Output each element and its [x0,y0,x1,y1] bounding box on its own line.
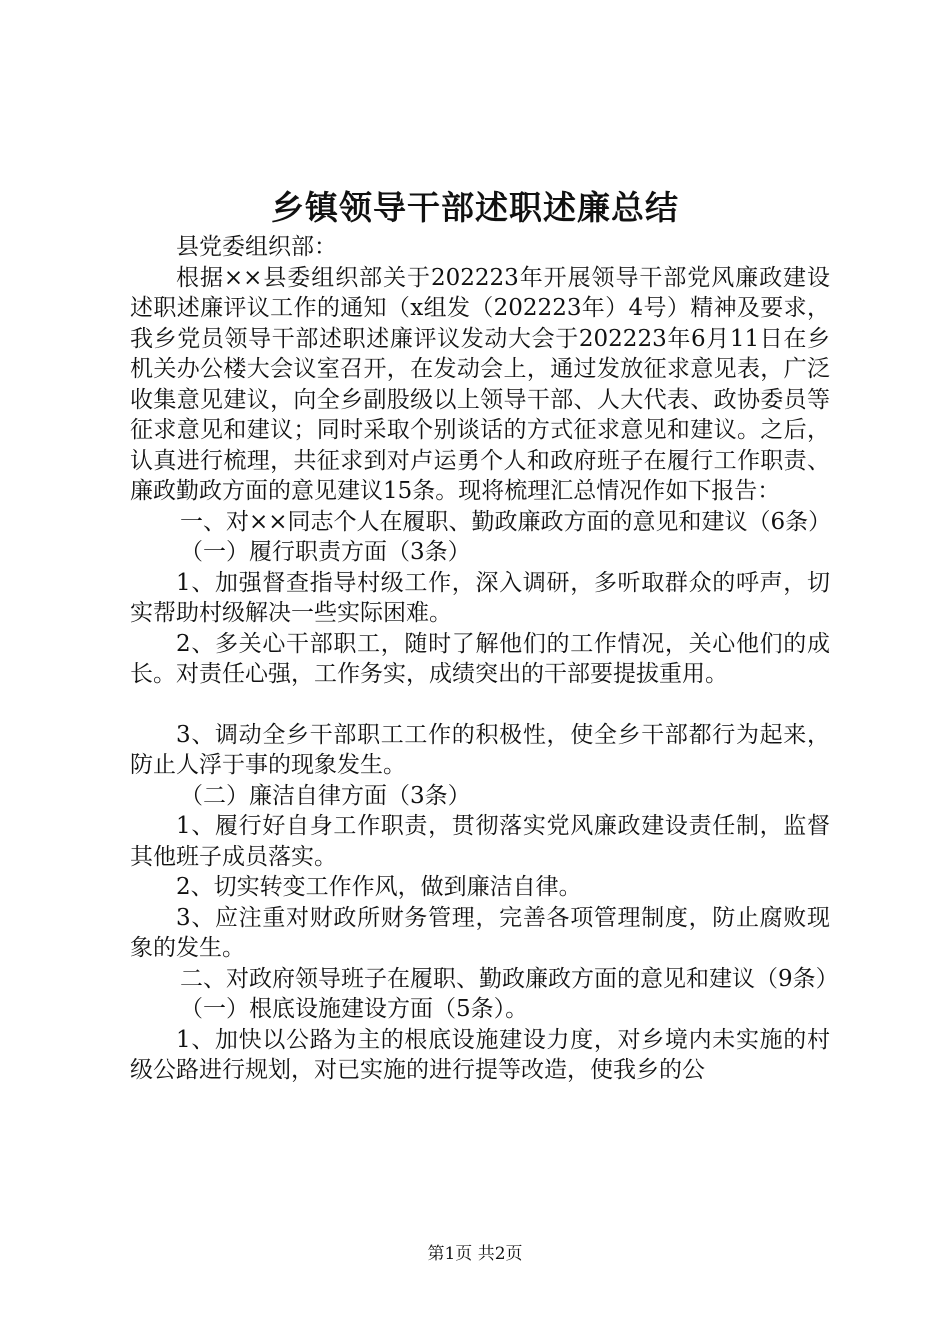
salutation: 县党委组织部： [176,234,337,260]
page-number-footer: 第1页 共2页 [427,1244,523,1264]
intro-paragraph: 根据××县委组织部关于202223年开展领导干部党风廉政建设述职述廉评议工作的通知（x组发（202223年）4号）精神及要求，我乡党员领导干部述职述廉评议发动大会于202223年6月11日在乡机关办公楼大会议室召开，在发动会上，通过发放征求意见表，广泛收集意见建议，向全乡副股级以上领导干部、人大代表、政协委员等征求意见和建议；同时采取个别谈话的方式征求意见和建议。之后，认真进行梳理，共征求到对卢运勇个人和政府班子在履行工作职责、廉政勤政方面的意见建议15条。现将梳理汇总情况作如下报告： [130,264,830,504]
list-item: 1、加强督查指导村级工作，深入调研，多听取群众的呼声，切实帮助村级解决一些实际困难。 [130,569,830,626]
paragraph-gap [130,690,830,720]
list-item: 3、应注重对财政所财务管理，完善各项管理制度，防止腐败现象的发生。 [130,904,830,961]
document-title: 乡镇领导干部述职述廉总结 [271,188,679,227]
list-item: 3、调动全乡干部职工工作的积极性，使全乡干部都行为起来，防止人浮于事的现象发生。 [130,721,830,778]
subsection-heading-1-1: （一）履行职责方面（3条） [180,539,471,565]
subsection-heading-1-2: （二）廉洁自律方面（3条） [180,782,471,809]
list-item: 2、多关心干部职工，随时了解他们的工作情况，关心他们的成长。对责任心强，工作务实，成绩突出的干部要提拔重用。 [130,630,830,687]
list-item: 2、切实转变工作作风，做到廉洁自律。 [176,874,582,900]
subsection-heading-2-1: （一）根底设施建设方面（5条）。 [180,996,529,1022]
list-item: 1、加快以公路为主的根底设施建设力度，对乡境内未实施的村级公路进行规划，对已实施的进行提等改造，使我乡的公 [130,1026,830,1083]
document-body [130,232,839,1086]
section-heading-1: 一、对××同志个人在履职、勤政廉政方面的意见和建议（6条） [180,508,832,535]
list-item: 1、履行好自身工作职责，贯彻落实党风廉政建设责任制，监督其他班子成员落实。 [130,813,830,870]
section-heading-2: 二、对政府领导班子在履职、勤政廉政方面的意见和建议（9条） [180,965,839,992]
